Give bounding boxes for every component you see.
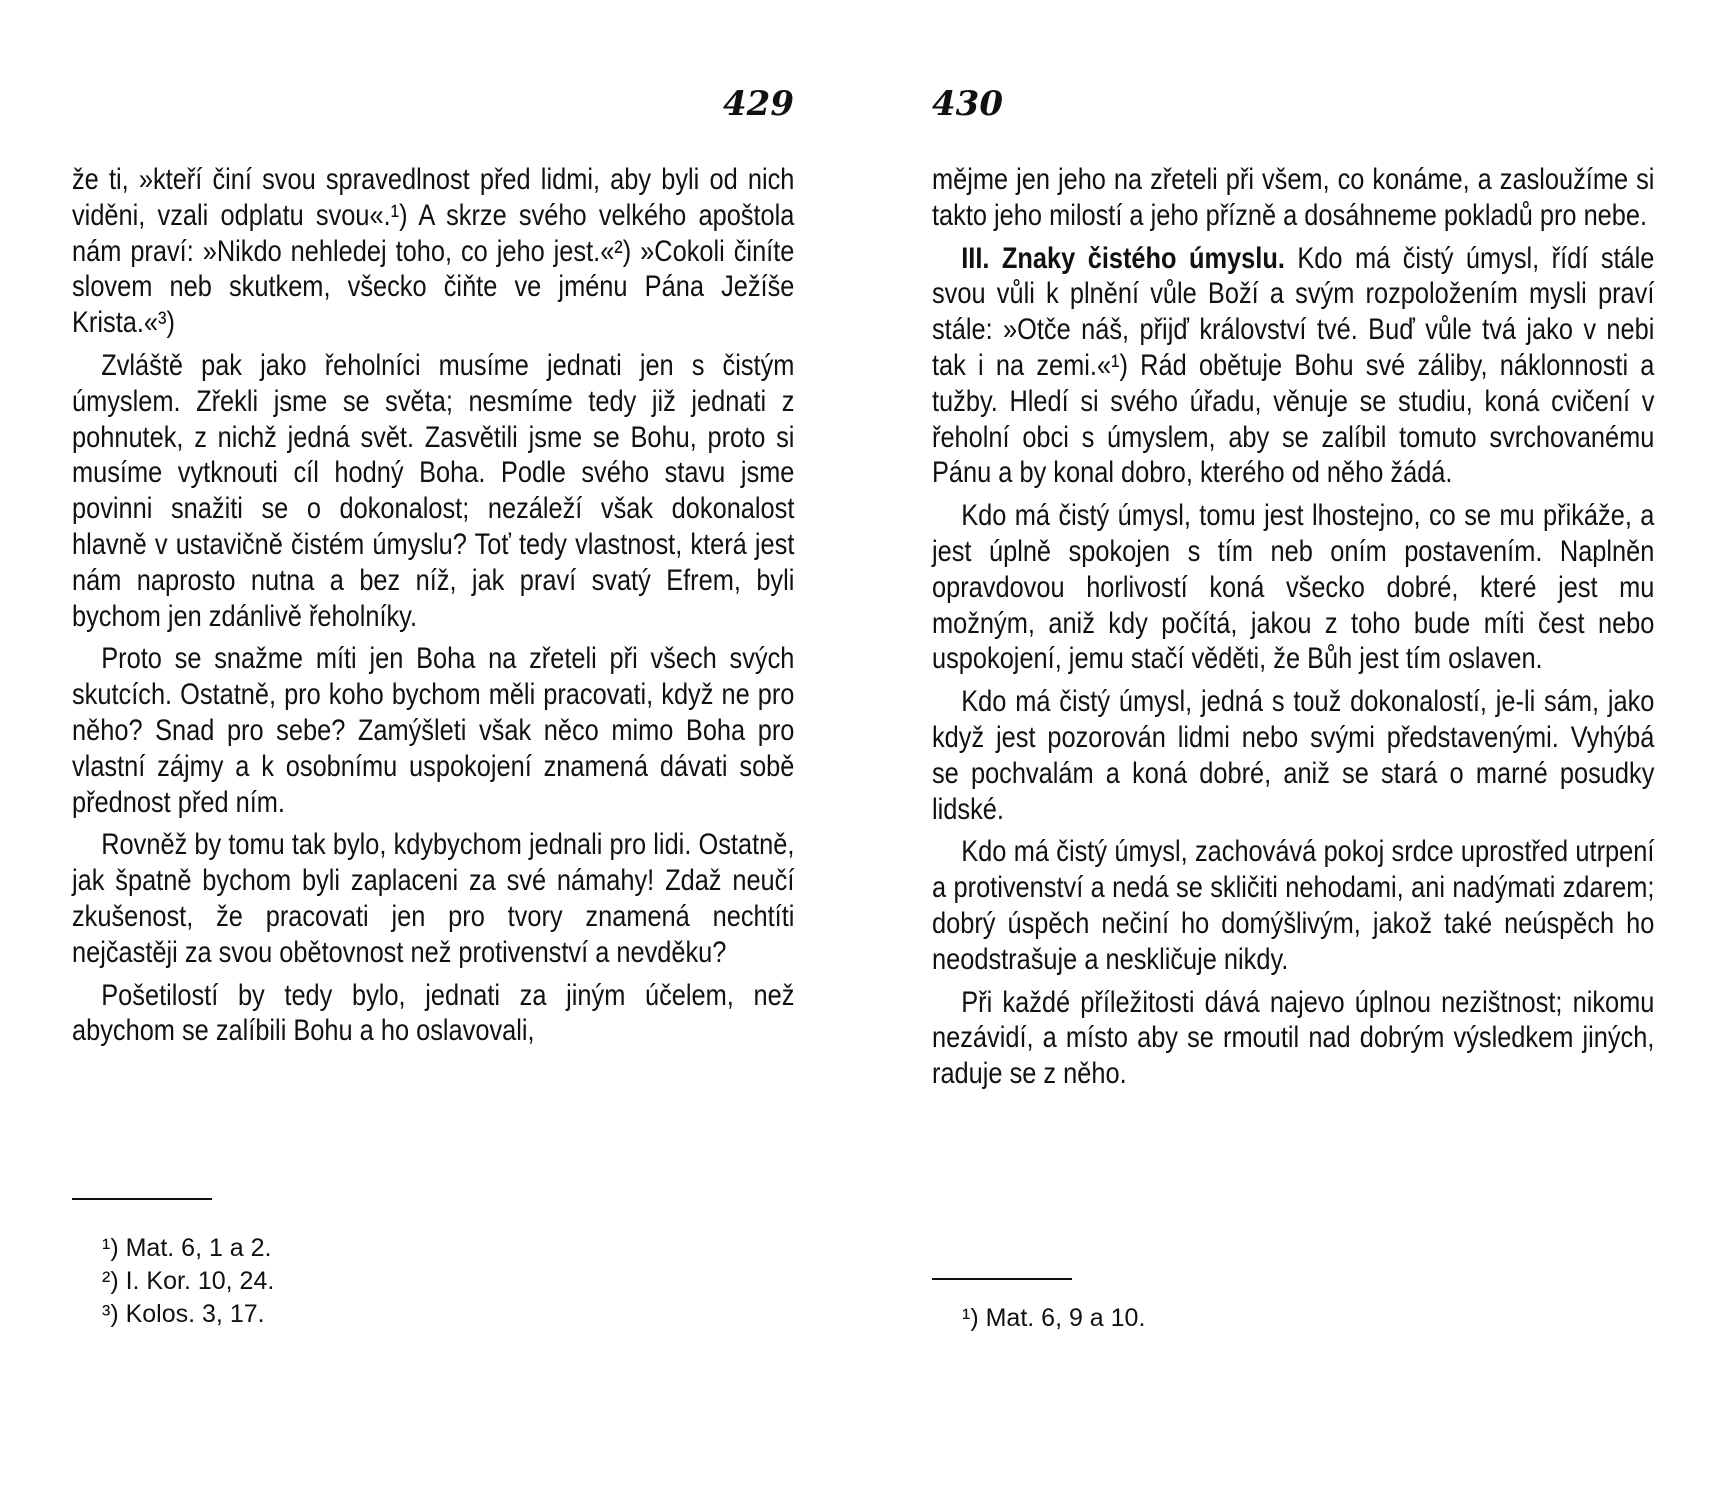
paragraph: Kdo má čistý úmysl, jedná s touž dokonalostí, je-li sám, jako když jest pozorován lidmi nebo svými představenými. Vyhýbá se pochvalám a koná dobré, aniž se stará o marné posudky lidské.: [932, 685, 1655, 826]
paragraph: Při každé příležitosti dává najevo úplnou nezištnost; nikomu nezávidí, a místo aby se rmoutil nad dobrým výsledkem jiných, raduje se z něho.: [932, 985, 1655, 1091]
footnotes: [962, 1302, 1145, 1335]
section-heading: III. Znaky čistého úmyslu.: [961, 241, 1285, 275]
footnote-divider: [932, 1278, 1072, 1280]
paragraph: Pošetilostí by tedy bylo, jednati za jiným účelem, než abychom se zalíbili Bohu a ho oslavovali,: [72, 978, 795, 1048]
paragraph: že ti, »kteří činí svou spravedlnost před lidmi, aby byli od nich viděni, vzali odplatu svou«.¹) A skrze svého velkého apoštola nám praví: »Nikdo nehledej toho, co jeho jest.«²) »Cokoli činíte slovem neb skutkem, všecko čiňte ve jménu Pána Ježíše Krista.«³): [72, 163, 795, 340]
page-number: 430: [932, 84, 1003, 124]
right-page-body: [932, 162, 1654, 1099]
paragraph: Kdo má čistý úmysl, zachovává pokoj srdce uprostřed utrpení a protivenství a nedá se skličiti nehodami, ani nadýmati zdarem; dobrý úspěch nečiní ho domýšlivým, jakož také neúspěch ho neodstrašuje a neskličuje nikdy.: [932, 835, 1655, 976]
paragraph: Rovněž by tomu tak bylo, kdybychom jednali pro lidi. Ostatně, jak špatně bychom byli zaplaceni za své námahy! Zdaž neučí zkušenost, že pracovati jen pro tvory znamená nechtíti nejčastěji za svou obětovnost než protivenství a nevděku?: [72, 828, 795, 969]
section-paragraph: [932, 241, 1654, 492]
footnotes: [102, 1232, 274, 1331]
footnote: ³) Kolos. 3, 17.: [102, 1300, 265, 1328]
footnote: ²) I. Kor. 10, 24.: [102, 1267, 275, 1295]
paragraph: Proto se snažme míti jen Boha na zřeteli při všech svých skutcích. Ostatně, pro koho bychom měli pracovati, když ne pro něho? Snad pro sebe? Zamýšleti však něco mimo Boha pro vlastní zájmy a k osobnímu uspokojení znamená dávati sobě přednost před ním.: [72, 642, 795, 819]
footnote: ¹) Mat. 6, 1 a 2.: [102, 1234, 272, 1262]
page-number: 429: [723, 84, 794, 124]
footnote: ¹) Mat. 6, 9 a 10.: [962, 1304, 1146, 1332]
paragraph: mějme jen jeho na zřeteli při všem, co konáme, a zasloužíme si takto jeho milostí a jeho přízně a dosáhneme pokladů pro nebe.: [932, 163, 1655, 232]
paragraph: Zvláště pak jako řeholníci musíme jednati jen s čistým úmyslem. Zřekli jsme se světa; nesmíme tedy již jednati z pohnutek, z nichž jedná svět. Zasvětili jsme se Bohu, proto si musíme vytknouti cíl hodný Boha. Podle svého stavu jsme povinni snažiti se o dokonalost; nezáleží však dokonalost hlavně v ustavičně čistém úmyslu? Toť tedy vlastnost, která jest nám naprosto nutna a bez níž, jak praví svatý Efrem, byli bychom jen zdánlivě řeholníky.: [72, 348, 795, 633]
footnote-divider: [72, 1198, 212, 1200]
section-text: Kdo má čistý úmysl, řídí stále svou vůli k plnění vůle Boží a svým rozpoložením mysli praví stále: »Otče náš, přijď království tvé. Buď vůle tvá jako v nebi tak i na zemi.«¹) Rád obětuje Bohu své záliby, náklonnosti a tužby. Hledí si svého úřadu, věnuje se studiu, koná cvičení v řeholní obci s úmyslem, aby se zalíbil tomuto svrchovanému Pánu a by konal dobro, kterého od něho žádá.: [932, 241, 1655, 490]
paragraph: Kdo má čistý úmysl, tomu jest lhostejno, co se mu přikáže, a jest úplně spokojen s tím neb oním postavením. Naplněn opravdovou horlivostí koná všecko dobré, které jest mu možným, aniž kdy počítá, jakou z toho bude míti čest nebo uspokojení, jemu stačí věděti, že Bůh jest tím oslaven.: [932, 499, 1655, 676]
left-page-body: [72, 162, 794, 1056]
